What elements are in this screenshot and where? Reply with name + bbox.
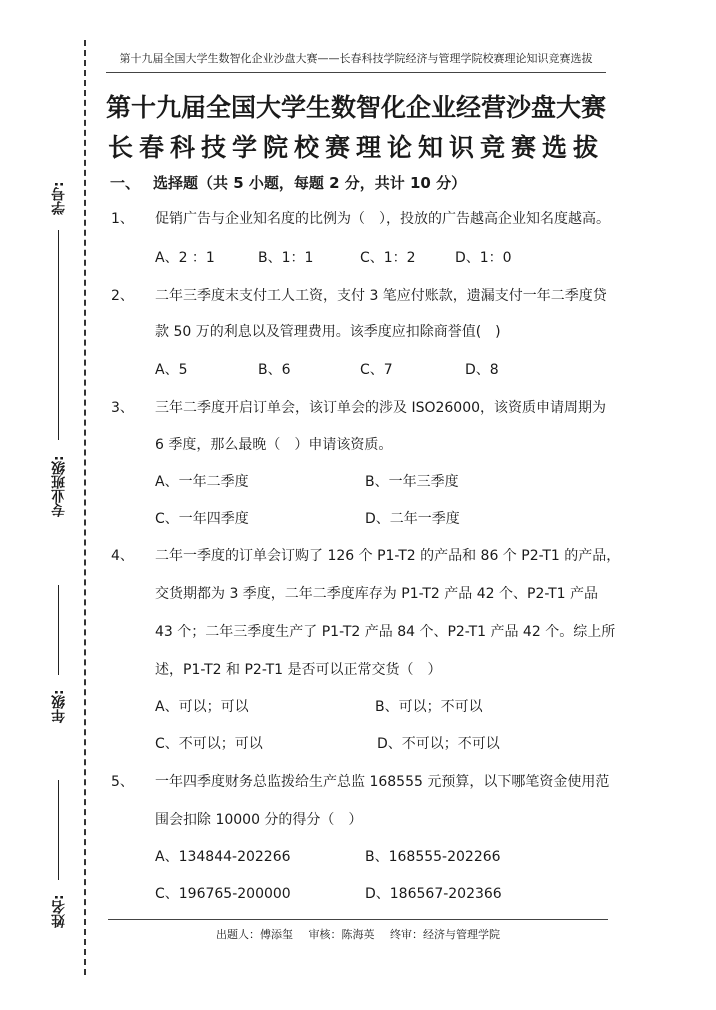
option-b: B、1：1	[258, 250, 314, 266]
option-a: A、可以；可以	[155, 699, 249, 715]
question-number: 3、	[111, 400, 134, 416]
question-text: 43 个；二年三季度生产了 P1-T2 产品 84 个、P2-T1 产品 42 个。综上所	[155, 624, 616, 640]
page-subtitle: 长春科技学院校赛理论知识竞赛选拔	[107, 133, 604, 162]
major-class-label: 专业班级:	[51, 455, 67, 517]
question-text: 二年三季度末支付工人工资，支付 3 笔应付账款，遗漏支付一年二季度贷	[155, 288, 607, 304]
grade-label: 年级:	[51, 689, 67, 723]
running-header: 第十九届全国大学生数智化企业沙盘大赛——长春科技学院经济与管理学院校赛理论知识竞赛选拔	[119, 52, 593, 65]
question-text: 一年四季度财务总监拨给生产总监 168555 元预算，以下哪笔资金使用范	[155, 774, 610, 790]
option-a: A、一年二季度	[155, 474, 249, 490]
question-text: 三年二季度开启订单会，该订单会的涉及 ISO26000，该资质申请周期为	[155, 400, 607, 416]
name-blank	[58, 780, 59, 880]
question-text: 交货期都为 3 季度，二年二季度库存为 P1-T2 产品 42 个、P2-T1 产品	[155, 586, 599, 602]
footer-author: 出题人：傅添玺	[216, 928, 293, 941]
page-title: 第十九届全国大学生数智化企业经营沙盘大赛	[106, 93, 607, 122]
question-text: 6 季度，那么最晚（ ）申请该资质。	[155, 437, 393, 453]
major-class-blank-top	[58, 290, 59, 440]
option-b: B、6	[258, 362, 291, 378]
grade-blank	[58, 585, 59, 675]
question-number: 1、	[111, 211, 134, 227]
question-number: 2、	[111, 288, 134, 304]
name-field	[44, 780, 74, 940]
option-c: C、不可以；可以	[155, 736, 263, 752]
name-label: 姓名:	[51, 894, 67, 928]
binding-cut-line	[84, 40, 86, 975]
student-id-label: 学号:	[51, 181, 67, 215]
option-c: C、一年四季度	[155, 511, 249, 527]
question-text: 围会扣除 10000 分的得分（ ）	[155, 812, 363, 828]
option-b: B、168555-202266	[365, 849, 501, 865]
footer	[108, 926, 608, 942]
option-a: A、134844-202266	[155, 849, 291, 865]
section-heading	[110, 172, 466, 193]
question-number: 4、	[111, 548, 134, 564]
option-a: A、2 ：1	[155, 250, 215, 266]
option-d: D、8	[465, 362, 499, 378]
question-text: 款 50 万的利息以及管理费用。该季度应扣除商誉值( )	[155, 324, 501, 340]
student-id-blank	[58, 230, 59, 290]
option-c: C、7	[360, 362, 393, 378]
footer-reviewer: 审核：陈海英	[308, 928, 375, 941]
student-id-field	[44, 170, 74, 290]
header-rule	[106, 72, 606, 73]
option-c: C、196765-200000	[155, 886, 291, 902]
option-c: C、1：2	[360, 250, 416, 266]
section-number: 一、	[110, 174, 141, 192]
question-text: 促销广告与企业知名度的比例为（ ），投放的广告越高企业知名度越高。	[155, 211, 610, 227]
grade-field	[44, 585, 74, 735]
question-number: 5、	[111, 774, 134, 790]
question-text: 述，P1-T2 和 P2-T1 是否可以正常交货（ ）	[155, 662, 442, 678]
option-b: B、可以；不可以	[375, 699, 483, 715]
option-b: B、一年三季度	[365, 474, 459, 490]
footer-final-review: 终审：经济与管理学院	[390, 928, 500, 941]
option-d: D、1：0	[455, 250, 512, 266]
question-text: 二年一季度的订单会订购了 126 个 P1-T2 的产品和 86 个 P2-T1 的产品，	[155, 548, 621, 564]
major-class-field	[44, 290, 74, 530]
section-title: 选择题（共 5 小题，每题 2 分，共计 10 分）	[153, 174, 467, 192]
option-d: D、不可以；不可以	[377, 736, 500, 752]
option-a: A、5	[155, 362, 188, 378]
option-d: D、186567-202366	[365, 886, 502, 902]
option-d: D、二年一季度	[365, 511, 460, 527]
footer-rule	[108, 919, 608, 920]
